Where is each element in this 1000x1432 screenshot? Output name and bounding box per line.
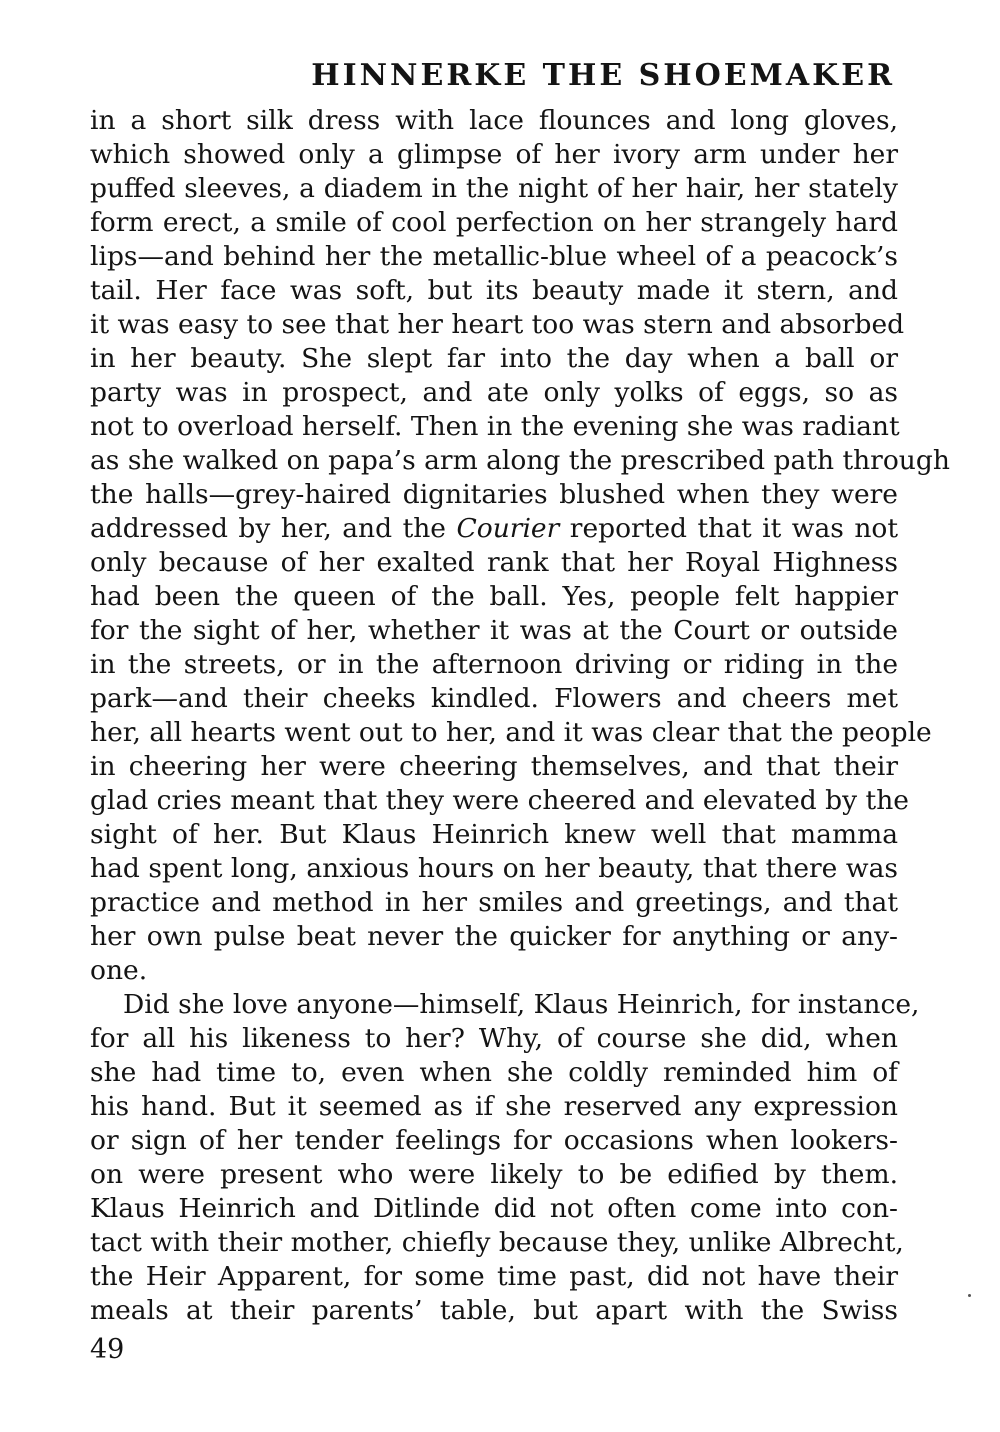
newspaper-title-italic: Courier [456,513,560,544]
text-line: in the streets, or in the afternoon driving or riding in the [90,649,898,680]
text-line: as she walked on papa’s arm along the prescribed path through [90,445,950,476]
text-line-last: one. [90,955,148,986]
text-line: not to overload herself. Then in the evening she was radiant [90,411,900,442]
text-line: lips—and behind her the metallic-blue wheel of a peacock’s [90,241,898,272]
text-line: tail. Her face was soft, but its beauty made it stern, and [90,275,898,306]
text-line: or sign of her tender feelings for occasions when lookers- [90,1125,898,1156]
text-line: she had time to, even when she coldly reminded him of [90,1057,898,1088]
text-line: the Heir Apparent, for some time past, did not have their [90,1261,898,1292]
page-number: 49 [90,1334,125,1365]
text-line: on were present who were likely to be edified by them. [90,1159,898,1190]
body-text [90,104,950,1328]
text-line: it was easy to see that her heart too was stern and absorbed [90,309,905,340]
text-line: meals at their parents’ table, but apart with the Swiss [90,1295,898,1326]
text-segment: reported that it was not [559,513,898,544]
running-title: HINNERKE THE SHOEMAKER [311,58,895,93]
text-line: form erect, a smile of cool perfection on her strangely hard [90,207,898,238]
text-line: tact with their mother, chiefly because they, unlike Albrecht, [90,1227,904,1258]
text-line: party was in prospect, and ate only yolks of eggs, so as [90,377,898,408]
text-line-indented: Did she love anyone—himself, Klaus Heinrich, for instance, [123,989,920,1020]
text-line: had spent long, anxious hours on her beauty, that there was [90,853,898,884]
paragraph-2 [90,988,920,1328]
text-line: her own pulse beat never the quicker for anything or any- [90,921,898,952]
text-line: sight of her. But Klaus Heinrich knew well that mamma [90,819,898,850]
text-line: only because of her exalted rank that her Royal Highness [90,547,898,578]
text-line: in cheering her were cheering themselves, and that their [90,751,898,782]
text-line: which showed only a glimpse of her ivory arm under her [90,139,898,170]
text-line: glad cries meant that they were cheered and elevated by the [90,785,909,816]
text-line: the halls—grey-haired dignitaries blushed when they were [90,479,898,510]
text-line: for all his likeness to her? Why, of course she did, when [90,1023,898,1054]
text-line: puffed sleeves, a diadem in the night of her hair, her stately [90,173,898,204]
text-segment: addressed by her, and the [90,513,446,544]
text-line: her, all hearts went out to her, and it was clear that the people [90,717,932,748]
text-line: Klaus Heinrich and Ditlinde did not often come into con- [90,1193,898,1224]
text-line: practice and method in her smiles and greetings, and that [90,887,898,918]
paragraph-1 [90,104,950,988]
text-line-with-italic [90,512,898,546]
text-line: his hand. But it seemed as if she reserved any expression [90,1091,898,1122]
scan-speck [968,1294,971,1297]
text-line: park—and their cheeks kindled. Flowers and cheers met [90,683,898,714]
text-line: had been the queen of the ball. Yes, people felt happier [90,581,898,612]
text-line: for the sight of her, whether it was at the Court or outside [90,615,898,646]
text-line: in a short silk dress with lace flounces and long gloves, [90,105,898,136]
text-line: in her beauty. She slept far into the day when a ball or [90,343,898,374]
